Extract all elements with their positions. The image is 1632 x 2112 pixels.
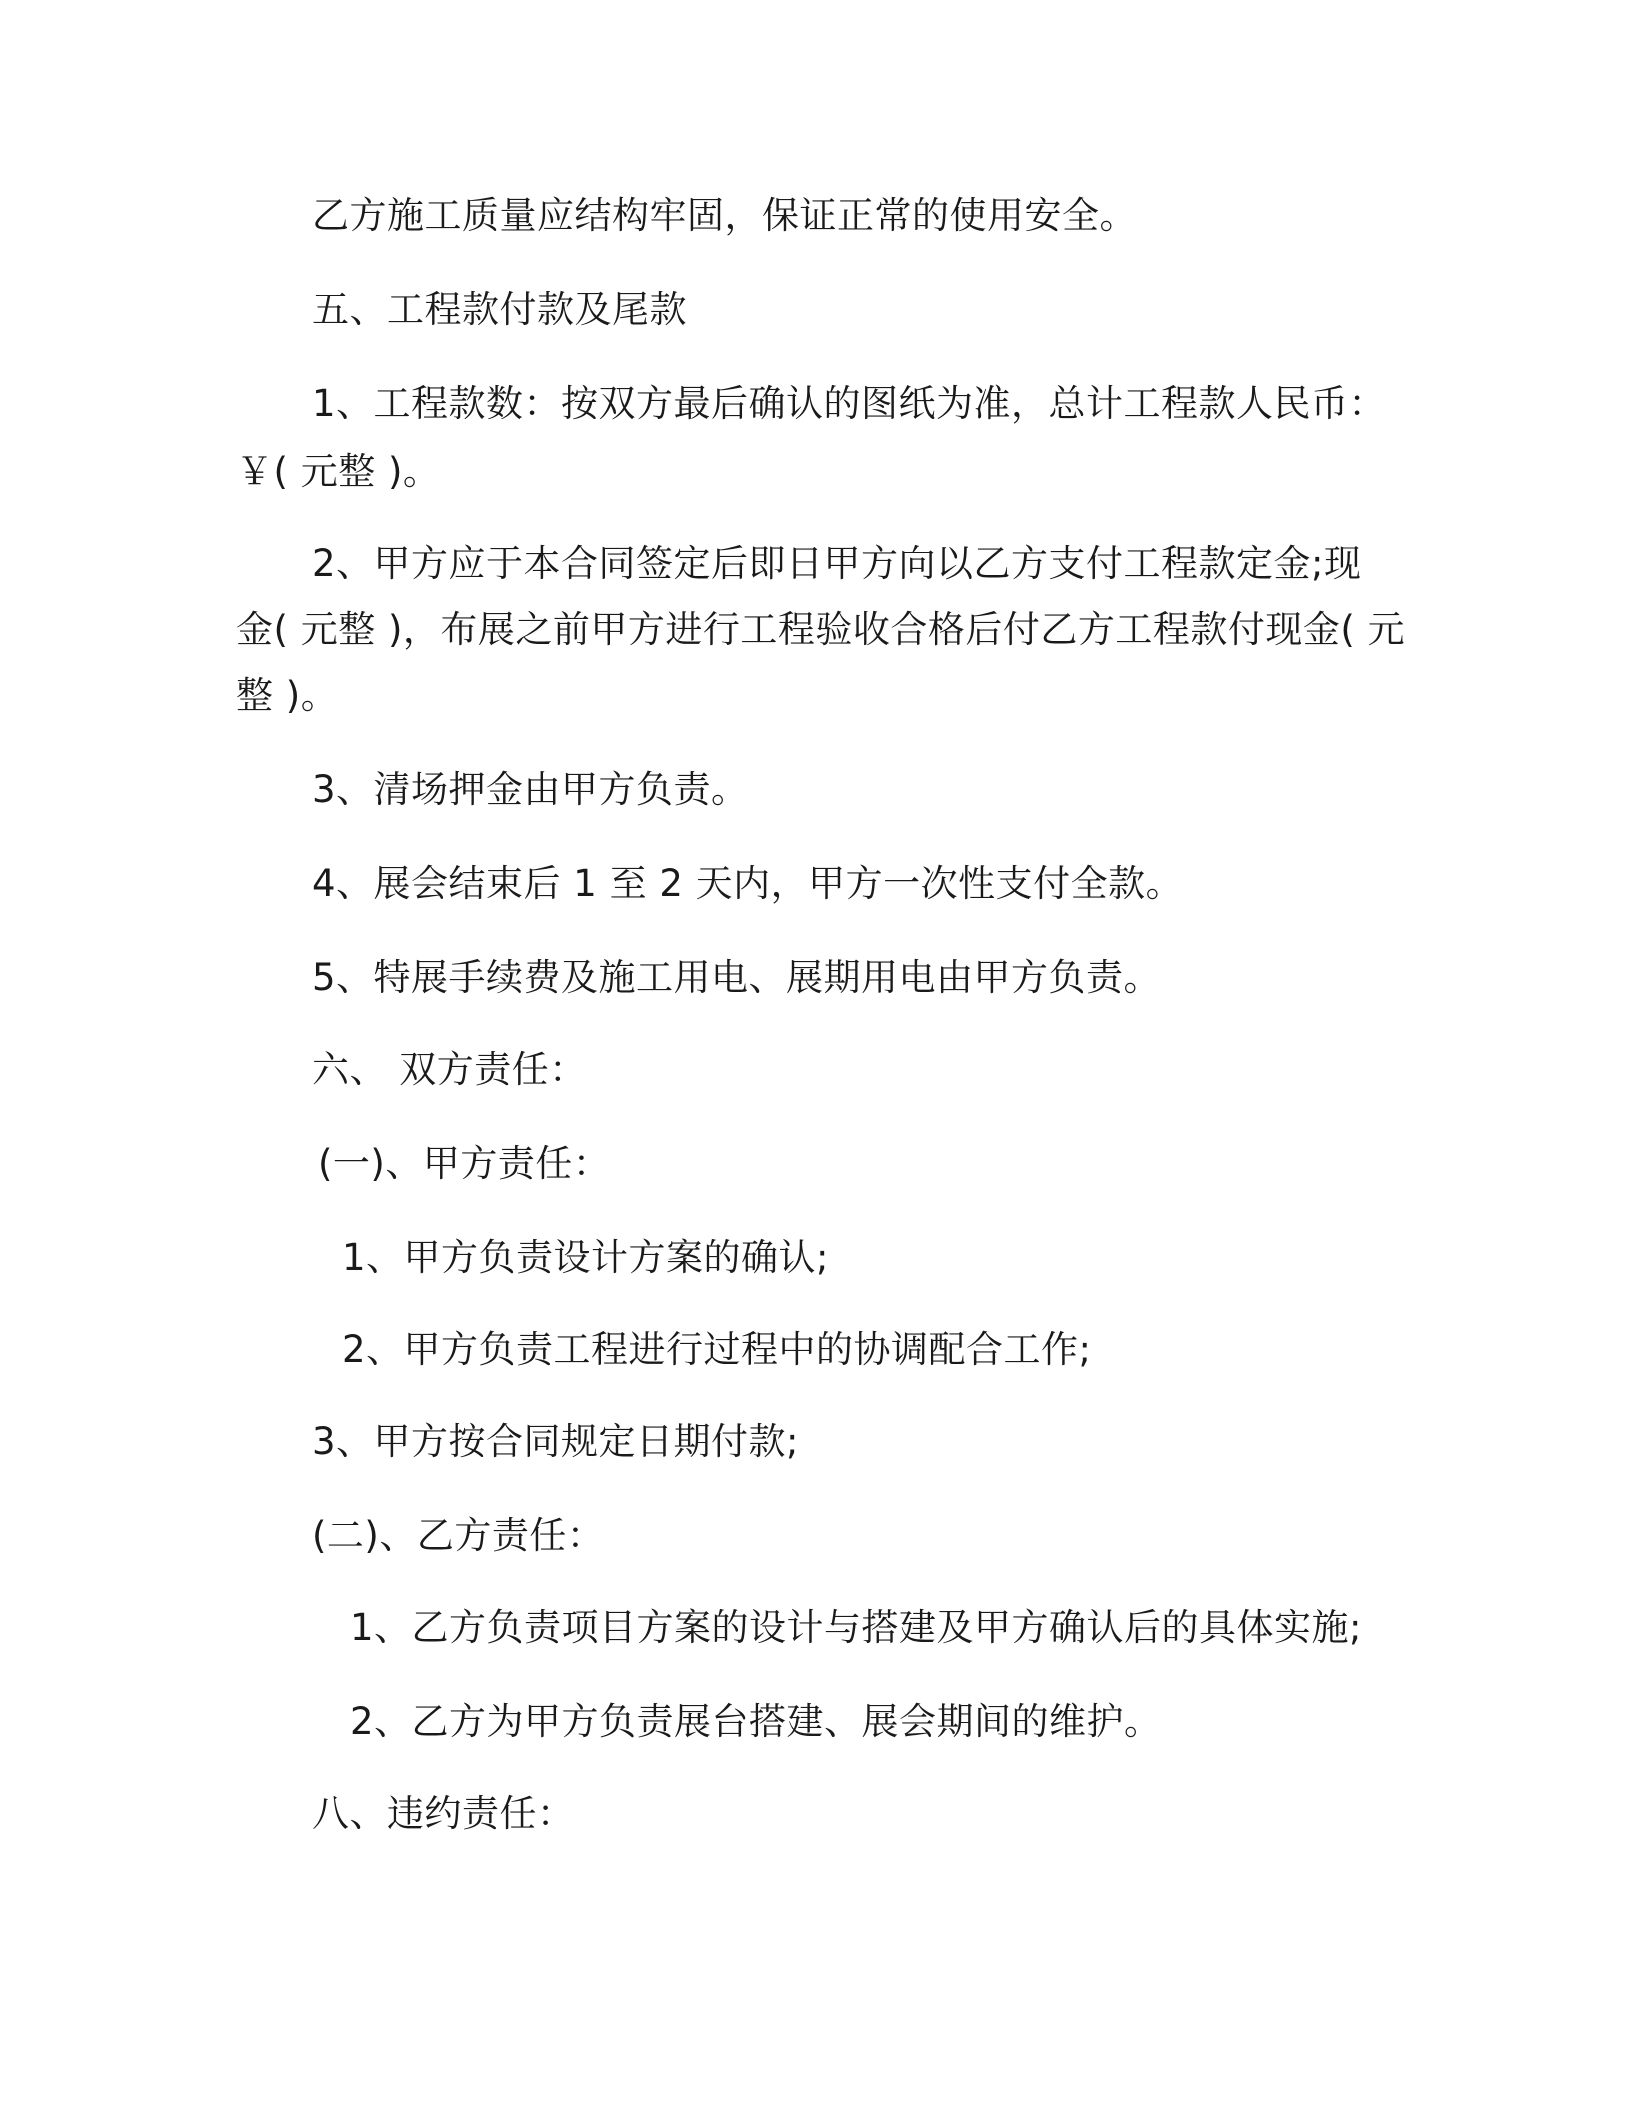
section-6-sub-1-item-3: 3、甲方按合同规定日期付款; [312, 1420, 800, 1463]
section-5-item-2-line-3: 整 )。 [236, 674, 339, 717]
section-5-item-1-line-2: ￥( 元整 )。 [236, 450, 441, 493]
section-6-sub-1-item-2: 2、甲方负责工程进行过程中的协调配合工作; [342, 1328, 1092, 1371]
section-5-item-2-line-2: 金( 元整 )，布展之前甲方进行工程验收合格后付乙方工程款付现金( 元 [236, 608, 1406, 651]
section-5-item-2-line-1: 2、甲方应于本合同签定后即日甲方向以乙方支付工程款定金;现 [312, 542, 1362, 585]
section-5-item-1-line-1: 1、工程款数：按双方最后确认的图纸为准，总计工程款人民币： [312, 382, 1387, 425]
section-6-heading: 六、 双方责任： [312, 1048, 587, 1091]
section-6-sub-2-item-2: 2、乙方为甲方负责展台搭建、展会期间的维护。 [350, 1700, 1162, 1743]
section-6-sub-1-item-1: 1、甲方负责设计方案的确认; [342, 1236, 830, 1279]
section-5-item-5: 5、特展手续费及施工用电、展期用电由甲方负责。 [312, 956, 1162, 999]
section-6-sub-2-heading: (二)、乙方责任： [312, 1514, 605, 1557]
section-8-heading: 八、违约责任： [312, 1792, 575, 1835]
section-6-sub-1-heading: (一)、甲方责任： [318, 1142, 611, 1185]
section-5-item-3: 3、清场押金由甲方负责。 [312, 768, 749, 811]
section-5-heading: 五、工程款付款及尾款 [312, 288, 687, 331]
paragraph-quality: 乙方施工质量应结构牢固，保证正常的使用安全。 [312, 194, 1137, 237]
section-6-sub-2-item-1: 1、乙方负责项目方案的设计与搭建及甲方确认后的具体实施; [350, 1606, 1363, 1649]
section-5-item-4: 4、展会结束后 1 至 2 天内，甲方一次性支付全款。 [312, 862, 1184, 905]
